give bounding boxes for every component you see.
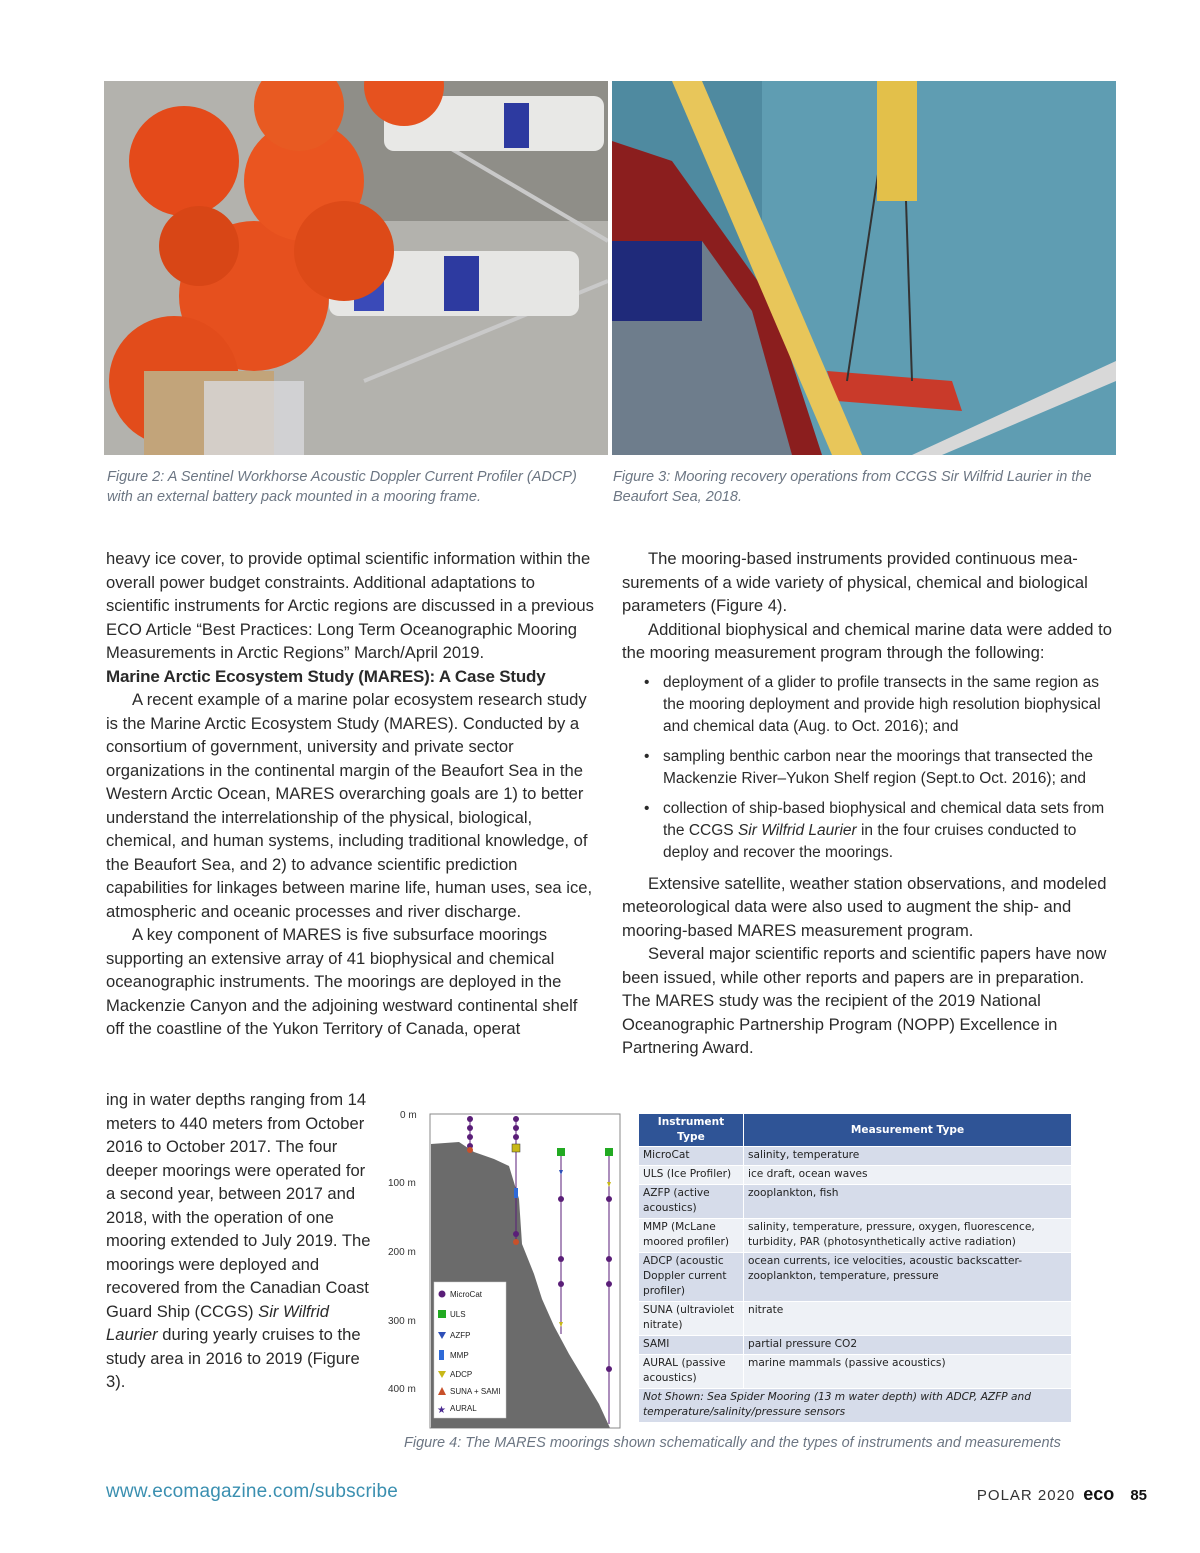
figure-4-caption: Figure 4: The MARES moorings shown schematically and the types of instruments and measurements <box>404 1435 1061 1451</box>
depth-label: 100 m <box>388 1178 416 1189</box>
table-note-row <box>639 1389 1072 1423</box>
table-cell-instrument: ADCP (acoustic Doppler current profiler) <box>639 1253 744 1302</box>
suna-marker <box>467 1147 473 1153</box>
mmp-marker <box>514 1188 518 1198</box>
adcp-marker <box>512 1144 520 1152</box>
depth-label: 400 m <box>388 1384 416 1395</box>
legend-uls-icon <box>438 1310 446 1318</box>
left-paragraph-3-continued <box>106 1088 376 1394</box>
figure-3-caption: Figure 3: Mooring recovery operations from CCGS Sir Wilfrid Laurier in the Beaufort Sea, 2018. <box>613 469 1092 505</box>
list-item <box>622 672 1114 738</box>
brand-logo: eco <box>1083 1484 1115 1504</box>
issue-label: POLAR 2020 <box>976 1487 1076 1504</box>
left-paragraph-1: heavy ice cover, to provide optimal scientific information within the overall power budget constraints. Additional adaptations to scientific instruments for Arctic regions are discussed in a previous ECO Article “Best Practices: Long Term Oceanographic Mooring Measurements in Arctic Regions” March/April 2019. <box>106 549 594 662</box>
legend-label: MicroCat <box>450 1290 483 1299</box>
uls-marker <box>557 1148 565 1156</box>
figure-2-caption: Figure 2: A Sentinel Workhorse Acoustic Doppler Current Profiler (ADCP) with an external battery pack mounted in a mooring frame. <box>107 469 577 505</box>
legend-label: AURAL <box>450 1404 477 1413</box>
table-row <box>639 1147 1072 1166</box>
bullet-text-a: collection of ship-based biophysical and chemical data sets from the CCGS <box>663 799 1105 839</box>
left-paragraph-2: A recent example of a marine polar ecosystem research study is the Marine Arctic Ecosystem Study (MARES). Conducted by a consortium of government, university and private sector organizations in the continental margin of the Beaufort Sea in the Western Arctic Ocean, MARES overarching goals are 1) to better understand the interrelationship of the physical, biological, chemical, and human systems, including traditional knowledge, of the Beaufort Sea, and 2) to advance scientific prediction capabilities for linkages between marine life, human uses, sea ice, atmospheric and oceanic processes and river discharge. <box>106 690 593 921</box>
table-cell-measurement: salinity, temperature, pressure, oxygen, fluorescence, turbidity, PAR (photosynthetically active radiation) <box>744 1219 1072 1253</box>
legend-label: AZFP <box>450 1331 471 1340</box>
uls-marker <box>605 1148 613 1156</box>
subscribe-link[interactable]: www.ecomagazine.com/subscribe <box>106 1481 398 1502</box>
legend-mmp-icon <box>439 1350 444 1360</box>
legend-label: ULS <box>450 1310 466 1319</box>
table-cell-instrument: MMP (McLane moored profiler) <box>639 1219 744 1253</box>
table-cell-instrument: AURAL (passive acoustics) <box>639 1355 744 1389</box>
suna-marker <box>513 1239 519 1245</box>
table-row <box>639 1253 1072 1302</box>
page-footer <box>977 1484 1147 1505</box>
right-column <box>622 547 1114 1060</box>
depth-axis <box>388 1110 417 1395</box>
bullet-icon: • <box>644 747 650 765</box>
table-cell-measurement: partial pressure CO2 <box>744 1336 1072 1355</box>
bullet-icon: • <box>644 799 650 817</box>
table-header-cell: Instrument Type <box>639 1114 744 1147</box>
left-paragraph-3: A key component of MARES is five subsurface moorings supporting an extensive array of 41 biophysical and chemical oceanographic instruments. The moorings are deployed in the Mackenzie Canyon and the adjoining westward continental shelf off the coastline of the Yukon Territory of Canada, operat <box>106 925 578 1038</box>
legend-label: SUNA + SAMI <box>450 1387 501 1396</box>
left-paragraph-3-tail-a: ing in water depths ranging from 14 meters to 440 meters from October 2016 to October 2017. The four deeper moorings were operated for a second year, between 2017 and 2018, with the operation of one mooring extended to July 2019. The moorings were deployed and recovered from the Canadian Coast Guard Ship (CCGS) <box>106 1090 371 1321</box>
table-row <box>639 1185 1072 1219</box>
table-header-cell: Measurement Type <box>744 1114 1072 1147</box>
table-cell-instrument: AZFP (active acoustics) <box>639 1185 744 1219</box>
table-cell-measurement: zooplankton, fish <box>744 1185 1072 1219</box>
table-cell-measurement: ocean currents, ice velocities, acoustic backscatter-zooplankton, temperature, pressure <box>744 1253 1072 1302</box>
table-header-row <box>639 1114 1072 1147</box>
table-cell-instrument: MicroCat <box>639 1147 744 1166</box>
table-note: Not Shown: Sea Spider Mooring (13 m water depth) with ADCP, AZFP and temperature/salinity/pressure sensors <box>639 1389 1072 1423</box>
table-cell-instrument: SAMI <box>639 1336 744 1355</box>
table-row <box>639 1355 1072 1389</box>
table-cell-measurement: ice draft, ocean waves <box>744 1166 1072 1185</box>
legend-label: ADCP <box>450 1370 473 1379</box>
table-cell-instrument: SUNA (ultraviolet nitrate) <box>639 1302 744 1336</box>
bullet-text: deployment of a glider to profile transects in the same region as the mooring deployment and provide high resolution biophysical and chemical data (Aug. to Oct. 2016); and <box>663 673 1101 735</box>
table-row <box>639 1336 1072 1355</box>
figure-4-schematic <box>384 1104 624 1430</box>
left-paragraph-3-tail-b: during yearly cruises to the study area in 2016 to 2019 (Figure 3). <box>106 1325 361 1391</box>
ship-name: Sir Wilfrid Laurier <box>737 821 857 839</box>
left-column <box>106 547 598 1041</box>
legend-microcat-icon <box>439 1291 446 1298</box>
bullet-list <box>622 672 1114 864</box>
table-row <box>639 1302 1072 1336</box>
right-paragraph-4: Several major scientific reports and scientific papers have now been issued, while other reports and papers are in preparation. The MARES study was the recipient of the 2019 National Oceanographic Partnership Program (NOPP) Excellence in Partnering Award. <box>622 944 1107 1057</box>
depth-label: 0 m <box>400 1110 417 1121</box>
list-item <box>622 746 1114 790</box>
figure-2-photo <box>104 81 608 455</box>
ship-name: Sir Wilfrid Laurier <box>106 1301 329 1344</box>
right-paragraph-1: The mooring-based instruments provided continuous measurements of a wide variety of physical, chemical and biological parameters (Figure 4). <box>622 549 1088 615</box>
bullet-icon: • <box>644 673 650 691</box>
table-cell-measurement: nitrate <box>744 1302 1072 1336</box>
table-cell-instrument: ULS (Ice Profiler) <box>639 1166 744 1185</box>
bullet-text: sampling benthic carbon near the moorings that transected the Mackenzie River–Yukon Shelf region (Sept.to Oct. 2016); and <box>663 747 1093 787</box>
table-cell-measurement: salinity, temperature <box>744 1147 1072 1166</box>
legend-label: MMP <box>450 1351 469 1360</box>
instrument-table <box>638 1113 1072 1423</box>
depth-label: 200 m <box>388 1247 416 1258</box>
table-row <box>639 1219 1072 1253</box>
section-heading: Marine Arctic Ecosystem Study (MARES): A Case Study <box>106 666 546 686</box>
table-row <box>639 1166 1072 1185</box>
list-item <box>622 798 1114 864</box>
bullet-text-b: in the four cruises conducted to deploy and recover the moorings. <box>663 821 1077 861</box>
table-cell-measurement: marine mammals (passive acoustics) <box>744 1355 1072 1389</box>
page-number: 85 <box>1130 1487 1147 1504</box>
right-paragraph-3: Extensive satellite, weather station observations, and modeled meteorological data were also used to augment the ship- and mooring-based MARES measurement program. <box>622 873 1107 940</box>
figure-3-photo <box>612 81 1116 455</box>
depth-label: 300 m <box>388 1316 416 1327</box>
right-paragraph-2: Additional biophysical and chemical marine data were added to the mooring measurement program through the following: <box>622 619 1112 662</box>
legend-aural-icon: ★ <box>437 1405 446 1416</box>
